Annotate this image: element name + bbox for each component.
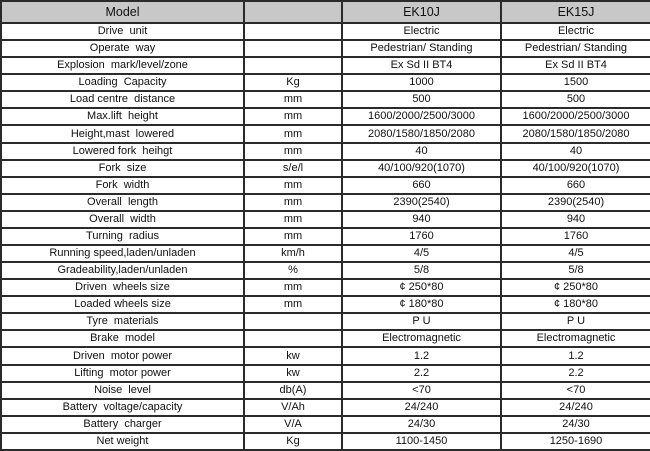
spec-label-cell: Fork width	[1, 177, 244, 194]
spec-unit-cell: kw	[244, 347, 342, 364]
spec-value-ek10j: 1000	[342, 74, 501, 91]
spec-value-ek15j: 40/100/920(1070)	[501, 160, 650, 177]
spec-value-ek10j: 5/8	[342, 262, 501, 279]
spec-value-ek15j: Pedestrian/ Standing	[501, 40, 650, 57]
spec-value-ek15j: ¢ 250*80	[501, 279, 650, 296]
spec-label-cell: Max.lift height	[1, 108, 244, 125]
table-row	[1, 399, 650, 416]
spec-label-cell: Noise level	[1, 382, 244, 399]
table-row	[1, 245, 650, 262]
spec-label-cell: Battery charger	[1, 416, 244, 433]
spec-value-ek10j: ¢ 180*80	[342, 296, 501, 313]
spec-value-ek15j: Ex Sd II BT4	[501, 57, 650, 74]
spec-value-ek15j: 2390(2540)	[501, 194, 650, 211]
spec-unit-cell: mm	[244, 194, 342, 211]
table-row	[1, 177, 650, 194]
spec-value-ek15j: 500	[501, 91, 650, 108]
spec-value-ek10j: <70	[342, 382, 501, 399]
spec-value-ek10j: 500	[342, 91, 501, 108]
spec-unit-cell: Kg	[244, 433, 342, 450]
table-row	[1, 57, 650, 74]
spec-value-ek15j: 2.2	[501, 365, 650, 382]
spec-label-cell: Net weight	[1, 433, 244, 450]
spec-value-ek15j: 2080/1580/1850/2080	[501, 125, 650, 142]
spec-value-ek10j: 24/240	[342, 399, 501, 416]
spec-value-ek10j: ¢ 250*80	[342, 279, 501, 296]
table-row	[1, 143, 650, 160]
table-row	[1, 330, 650, 347]
header-unit-cell	[244, 1, 342, 23]
spec-label-cell: Overall length	[1, 194, 244, 211]
spec-label-cell: Load centre distance	[1, 91, 244, 108]
spec-value-ek10j: 1600/2000/2500/3000	[342, 108, 501, 125]
spec-table-body	[1, 23, 650, 450]
spec-value-ek15j: 1600/2000/2500/3000	[501, 108, 650, 125]
spec-value-ek10j: 40/100/920(1070)	[342, 160, 501, 177]
spec-unit-cell	[244, 23, 342, 40]
table-row	[1, 382, 650, 399]
spec-value-ek10j: 24/30	[342, 416, 501, 433]
spec-value-ek10j: 1760	[342, 228, 501, 245]
spec-value-ek10j: Pedestrian/ Standing	[342, 40, 501, 57]
spec-label-cell: Loaded wheels size	[1, 296, 244, 313]
spec-value-ek10j: 2390(2540)	[342, 194, 501, 211]
table-row	[1, 74, 650, 91]
spec-value-ek10j: 2080/1580/1850/2080	[342, 125, 501, 142]
table-row	[1, 211, 650, 228]
spec-unit-cell: V/A	[244, 416, 342, 433]
spec-value-ek15j: 1760	[501, 228, 650, 245]
spec-value-ek15j: 940	[501, 211, 650, 228]
spec-unit-cell: mm	[244, 125, 342, 142]
spec-unit-cell: mm	[244, 177, 342, 194]
spec-value-ek10j: 1.2	[342, 347, 501, 364]
spec-value-ek10j: 1100-1450	[342, 433, 501, 450]
spec-label-cell: Tyre materials	[1, 313, 244, 330]
spec-unit-cell: mm	[244, 143, 342, 160]
table-row	[1, 228, 650, 245]
table-row	[1, 279, 650, 296]
table-row	[1, 347, 650, 364]
spec-unit-cell	[244, 40, 342, 57]
spec-value-ek15j: P U	[501, 313, 650, 330]
spec-unit-cell: mm	[244, 228, 342, 245]
spec-label-cell: Turning radius	[1, 228, 244, 245]
spec-value-ek15j: 4/5	[501, 245, 650, 262]
spec-value-ek15j: 1.2	[501, 347, 650, 364]
spec-value-ek10j: 4/5	[342, 245, 501, 262]
table-row	[1, 194, 650, 211]
spec-unit-cell: mm	[244, 296, 342, 313]
spec-value-ek15j: 660	[501, 177, 650, 194]
spec-value-ek10j: Ex Sd II BT4	[342, 57, 501, 74]
spec-value-ek15j: 1500	[501, 74, 650, 91]
spec-unit-cell: mm	[244, 108, 342, 125]
header-ek10j-cell: EK10J	[342, 1, 501, 23]
spec-label-cell: Driven wheels size	[1, 279, 244, 296]
spec-unit-cell: V/Ah	[244, 399, 342, 416]
header-model-cell: Model	[1, 1, 244, 23]
spec-label-cell: Battery voltage/capacity	[1, 399, 244, 416]
table-row	[1, 262, 650, 279]
table-row	[1, 416, 650, 433]
spec-value-ek15j: Electric	[501, 23, 650, 40]
spec-label-cell: Brake model	[1, 330, 244, 347]
table-row	[1, 160, 650, 177]
spec-label-cell: Explosion mark/level/zone	[1, 57, 244, 74]
spec-unit-cell	[244, 313, 342, 330]
spec-label-cell: Lowered fork heihgt	[1, 143, 244, 160]
table-row	[1, 296, 650, 313]
spec-value-ek15j: <70	[501, 382, 650, 399]
spec-label-cell: Lifting motor power	[1, 365, 244, 382]
spec-unit-cell: Kg	[244, 74, 342, 91]
spec-value-ek15j: 5/8	[501, 262, 650, 279]
table-row	[1, 365, 650, 382]
spec-label-cell: Drive unit	[1, 23, 244, 40]
header-row	[1, 1, 650, 23]
spec-label-cell: Loading Capacity	[1, 74, 244, 91]
spec-unit-cell	[244, 330, 342, 347]
table-row	[1, 125, 650, 142]
spec-value-ek15j: ¢ 180*80	[501, 296, 650, 313]
spec-unit-cell	[244, 57, 342, 74]
spec-value-ek15j: Electromagnetic	[501, 330, 650, 347]
spec-value-ek10j: 40	[342, 143, 501, 160]
spec-label-cell: Height,mast lowered	[1, 125, 244, 142]
spec-value-ek15j: 24/30	[501, 416, 650, 433]
spec-value-ek15j: 1250-1690	[501, 433, 650, 450]
spec-label-cell: Fork size	[1, 160, 244, 177]
spec-value-ek10j: Electric	[342, 23, 501, 40]
spec-unit-cell: mm	[244, 211, 342, 228]
spec-value-ek10j: P U	[342, 313, 501, 330]
table-row	[1, 108, 650, 125]
spec-label-cell: Running speed,laden/unladen	[1, 245, 244, 262]
spec-unit-cell: km/h	[244, 245, 342, 262]
spec-label-cell: Driven motor power	[1, 347, 244, 364]
spec-value-ek15j: 40	[501, 143, 650, 160]
spec-unit-cell: s/e/l	[244, 160, 342, 177]
header-ek15j-cell: EK15J	[501, 1, 650, 23]
spec-value-ek10j: 660	[342, 177, 501, 194]
table-row	[1, 40, 650, 57]
spec-value-ek10j: Electromagnetic	[342, 330, 501, 347]
spec-label-cell: Operate way	[1, 40, 244, 57]
table-row	[1, 313, 650, 330]
spec-value-ek10j: 2.2	[342, 365, 501, 382]
table-row	[1, 23, 650, 40]
spec-unit-cell: kw	[244, 365, 342, 382]
spec-unit-cell: mm	[244, 91, 342, 108]
spec-value-ek15j: 24/240	[501, 399, 650, 416]
table-row	[1, 91, 650, 108]
spec-unit-cell: db(A)	[244, 382, 342, 399]
table-row	[1, 433, 650, 450]
spec-label-cell: Overall width	[1, 211, 244, 228]
spec-label-cell: Gradeability,laden/unladen	[1, 262, 244, 279]
spec-value-ek10j: 940	[342, 211, 501, 228]
spec-unit-cell: %	[244, 262, 342, 279]
spec-unit-cell: mm	[244, 279, 342, 296]
